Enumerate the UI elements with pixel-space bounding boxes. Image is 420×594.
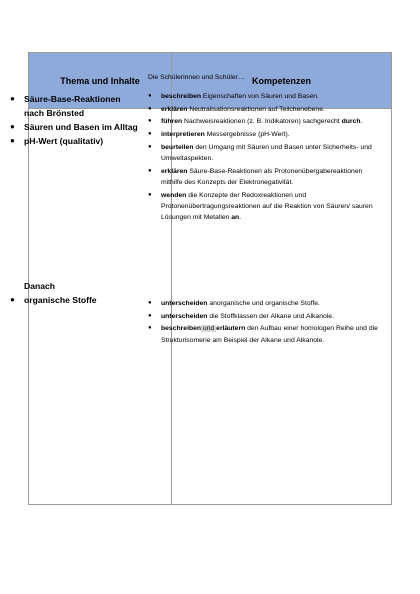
- header-topics: Thema und Inhalte: [60, 75, 140, 86]
- bullet-icon: ●: [148, 312, 152, 319]
- competence-text: Eigenschaften von Säuren und Basen.: [201, 93, 319, 100]
- bullet-icon: ●: [148, 105, 152, 112]
- bullet-icon: ●: [148, 191, 152, 198]
- header-competences: Kompetenzen: [251, 75, 311, 86]
- competence-item: [148, 323, 384, 345]
- bullet-icon: ●: [148, 167, 152, 174]
- bullet-icon: ●: [10, 295, 15, 304]
- competence-item: [148, 91, 384, 102]
- competence-verb: erklären: [161, 105, 188, 113]
- competence-verb: beschreiben: [161, 93, 202, 100]
- topic-label: Säure-Base-Reaktionen: [24, 94, 121, 104]
- bullet-icon: ●: [148, 300, 152, 306]
- competence-text: Säure-Base-Reaktionen als Protonenübergabereaktionen mithilfe des Konzepts der Elektronegativität.: [161, 167, 363, 186]
- topic-item: [10, 134, 140, 148]
- competence-text: Messergebnisse (pH-Wert).: [204, 131, 290, 139]
- competence-verb: interpretieren: [161, 131, 205, 139]
- bullet-icon: ●: [148, 131, 152, 138]
- topic-item: [10, 293, 140, 307]
- bullet-icon: ●: [148, 93, 152, 99]
- competence-text: Neutralisationsreaktionen auf Teilchenebene.: [187, 105, 325, 113]
- competence-text: Nachweisreaktionen (z. B. Indikatoren) sachgerecht: [182, 118, 342, 126]
- competence-text: die Stoffklassen der Alkane und Alkanole.: [207, 312, 334, 320]
- bullet-icon: ●: [148, 143, 152, 150]
- competence-verb: erklären: [161, 167, 188, 175]
- competence-list: [148, 73, 384, 225]
- topic-label: pH-Wert (qualitativ): [24, 136, 104, 146]
- competence-verb: beurteilen: [161, 143, 194, 151]
- topic-sublabel: nach Brönsted: [24, 108, 85, 118]
- competence-verb-second: erläutern: [216, 325, 246, 333]
- competence-verb: wenden: [161, 191, 187, 199]
- competence-list-organic: [148, 298, 384, 347]
- topic-item: [10, 92, 140, 106]
- competence-item: [148, 311, 384, 322]
- competence-tail: .: [360, 118, 363, 126]
- highlighted-connector: und: [201, 325, 217, 333]
- bullet-icon: ●: [10, 136, 15, 145]
- bullet-icon: ●: [10, 94, 15, 103]
- topic-list-after: [10, 279, 140, 307]
- competence-verb-end: durch: [341, 118, 361, 126]
- after-label: Danach: [24, 281, 56, 291]
- competence-item: [148, 298, 384, 309]
- competence-verb: unterscheiden: [161, 300, 208, 307]
- bullet-icon: ●: [10, 122, 15, 131]
- topic-label: organische Stoffe: [24, 295, 97, 305]
- topic-item: [10, 120, 140, 134]
- competence-intro: Die Schülerinnen und Schüler…: [148, 74, 245, 81]
- competence-item: [148, 166, 384, 188]
- competence-item: [148, 142, 384, 164]
- competence-text: anorganische und organische Stoffe.: [207, 300, 320, 307]
- competence-verb: führen: [161, 118, 183, 126]
- competence-item: [148, 190, 384, 224]
- bullet-icon: ●: [148, 325, 152, 332]
- competence-item: [148, 129, 384, 140]
- competence-text: den Umgang mit Säuren und Basen unter Sicherheits- und Umweltaspekten.: [161, 143, 372, 163]
- competence-item: [148, 116, 384, 127]
- competence-text: den Aufbau einer homologen Reihe und die Strukturisomerie am Beispiel der Alkane und Alkanole.: [161, 325, 378, 344]
- competence-verb: beschreiben: [161, 325, 202, 333]
- competence-verb-end: an: [231, 214, 240, 222]
- bullet-icon: ●: [148, 118, 152, 125]
- competence-text: die Konzepte der Redoxreaktionen und Protonenübertragungsreaktionen auf die Reaktion von Säuren/ sauren Lösungen mit Metallen: [161, 191, 373, 222]
- competence-item: [148, 104, 384, 115]
- topic-label: Säuren und Basen im Alltag: [24, 122, 138, 132]
- competence-tail: .: [239, 214, 242, 222]
- topic-list: [10, 92, 140, 148]
- competence-verb: unterscheiden: [161, 312, 208, 320]
